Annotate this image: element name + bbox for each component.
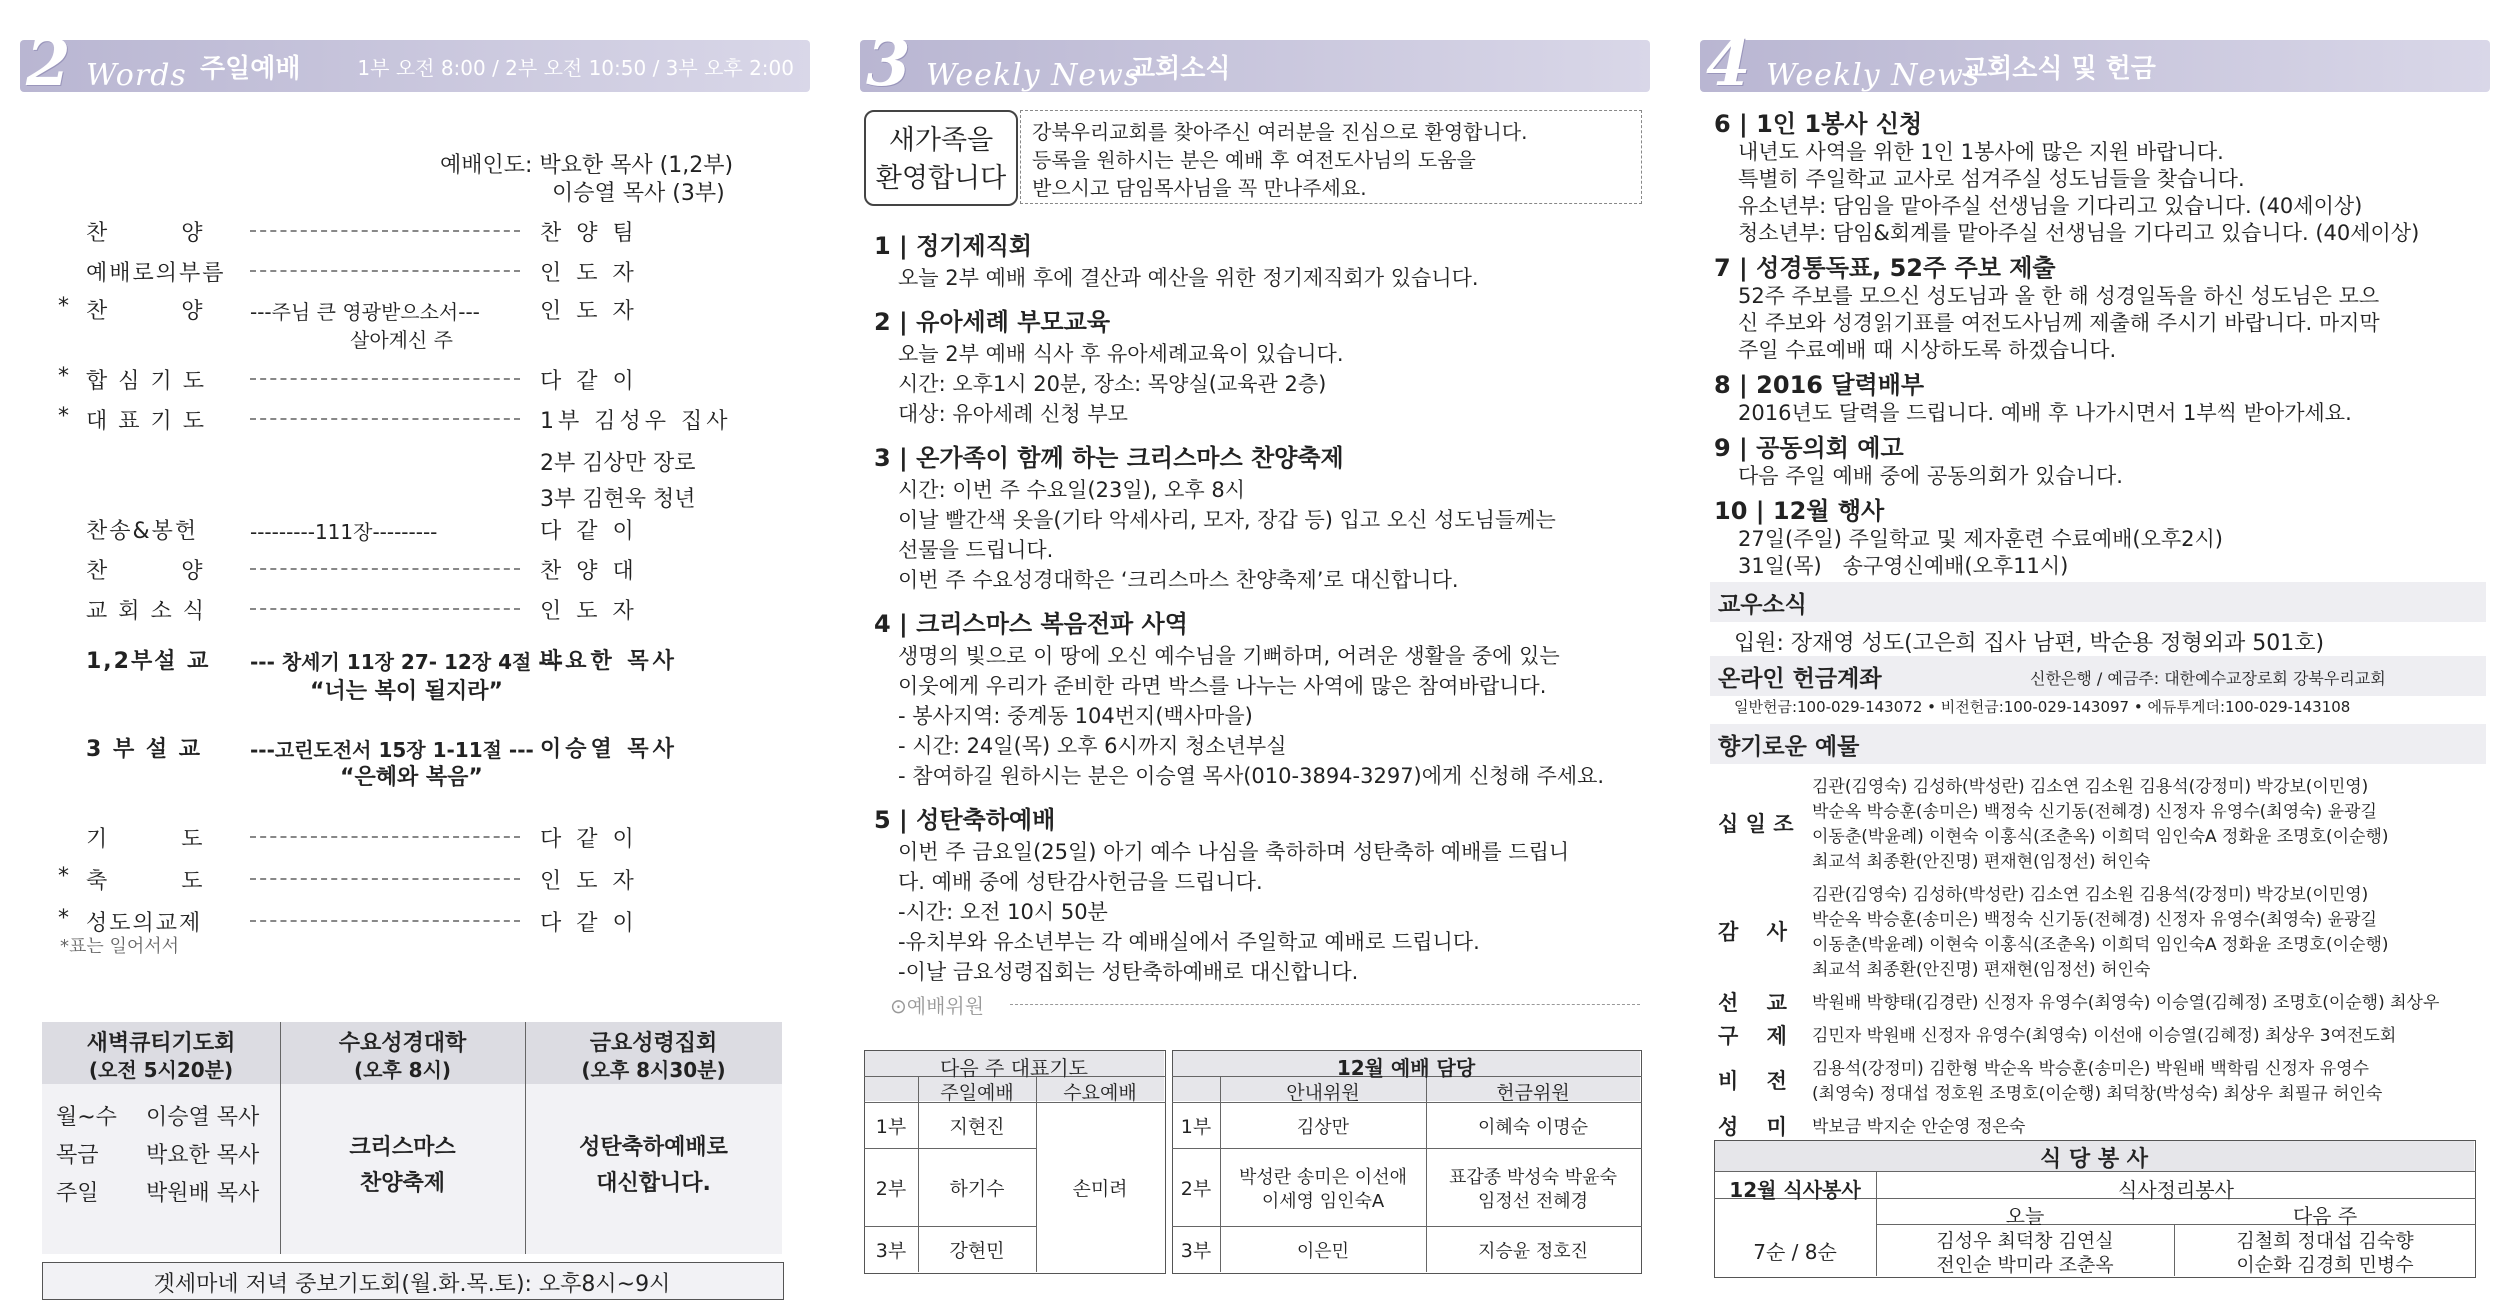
order-item-name: 합 심 기 도 — [86, 369, 206, 394]
news-line: 특별히 주일학교 교사로 섬겨주실 성도님들을 찾습니다. — [1738, 167, 2245, 191]
news-line: 선물을 드립니다. — [898, 538, 1054, 562]
dawn-leader: 박원배 목사 — [146, 1181, 260, 1206]
offering-names: 박보금 박지순 안순영 정은숙 — [1812, 1117, 2026, 1137]
fri-body-1: 성탄축하예배로 — [579, 1135, 728, 1160]
offering-names: 김용석(강정미) 김한형 박순옥 박승훈(송미은) 박원배 백학림 신정자 유영수 — [1812, 1059, 2370, 1079]
offering-label: 감 사 — [1718, 920, 1787, 944]
meal-today-names-2: 전인순 박미라 조춘옥 — [1936, 1254, 2114, 1276]
member-news-title: 교우소식 — [1718, 592, 1807, 618]
col-wednesday: 수요예배 — [1063, 1082, 1137, 1104]
offering-names: 최교석 최종환(안진명) 편재현(임정선) 허인숙 — [1812, 852, 2151, 872]
news-line: -이날 금요성령집회는 성탄축하예배로 대신합니다. — [898, 960, 1359, 984]
news-line: 이웃에게 우리가 준비한 라면 박스를 나누는 사역에 많은 참여바랍니다. — [898, 674, 1547, 698]
song-subtitle: 살아계신 주 — [350, 328, 453, 352]
meal-next-names-1: 김철희 정대섭 김숙향 — [2236, 1230, 2414, 1252]
panel-header — [860, 26, 1650, 101]
duty-offering: 이혜숙 이명순 — [1477, 1117, 1589, 1138]
order-item-leader: 다 같 이 — [540, 827, 638, 852]
order-item-leader: 다 같 이 — [540, 519, 638, 544]
news-line: 주일 수료예배 때 시상하도록 하겠습니다. — [1738, 338, 2117, 362]
meal-next: 다음 주 — [2292, 1204, 2358, 1228]
sermon3-title: “은혜와 복음” — [340, 765, 483, 790]
welcome-line2: 환영합니다 — [875, 163, 1007, 194]
news-heading: 3 | 온가족이 함께 하는 크리스마스 찬양축제 — [874, 444, 1344, 472]
page-number: 4 — [1706, 26, 1747, 101]
col-guide: 안내위원 — [1286, 1082, 1360, 1104]
welcome-line1: 새가족을 — [888, 125, 994, 156]
worship-leader-3: 이승열 목사 (3부) — [552, 181, 725, 206]
page-number: 2 — [26, 26, 67, 101]
order-mark: * — [58, 364, 69, 389]
offering-names: 이동춘(박윤례) 이현숙 이홍식(조춘옥) 이희덕 임인숙A 정화윤 조명호(이순행) — [1812, 827, 2389, 847]
welcome-line: 등록을 원하시는 분은 예배 후 여전도사님의 도움을 — [1032, 148, 1476, 172]
member-news-text: 입원: 장재영 성도(고은희 집사 남편, 박순용 정형외과 501호) — [1734, 631, 2325, 656]
offering-label: 선 교 — [1718, 990, 1787, 1015]
gethsemane-prayer: 겟세마네 저녁 중보기도회(월.화.목.토): 오후8시~9시 — [153, 1272, 671, 1297]
prayer-3: 3부 김현욱 청년 — [540, 487, 696, 512]
meal-today: 오늘 — [2005, 1204, 2045, 1228]
order-item-leader: 다 같 이 — [540, 369, 638, 394]
news-line: - 시간: 24일(목) 오후 6시까지 청소년부실 — [898, 734, 1287, 758]
order-item-leader: 찬 양 대 — [540, 559, 638, 584]
order-item-name: 축 도 — [86, 869, 205, 894]
dawn-leader: 이승열 목사 — [146, 1105, 260, 1130]
news-heading: 2 | 유아세례 부모교육 — [874, 308, 1111, 336]
meal-clean: 식사정리봉사 — [2118, 1178, 2234, 1202]
order-mark: * — [58, 906, 69, 931]
prayer-part: 3부 — [875, 1240, 907, 1262]
offering-names: 박순옥 박승훈(송미은) 백정숙 신기동(전혜경) 신정자 유영수(최영숙) 윤광길 — [1812, 802, 2377, 822]
offering-label: 구 제 — [1718, 1023, 1787, 1048]
news-line: 청소년부: 담임&회계를 맡아주실 선생님을 기다리고 있습니다. (40세이상) — [1738, 221, 2420, 245]
duty-offering: 표갑종 박성숙 박윤숙 — [1449, 1167, 1617, 1188]
panel-news-offering — [1700, 26, 2490, 1300]
news-line: 2016년도 달력을 드립니다. 예배 후 나가시면서 1부씩 받아가세요. — [1738, 401, 2352, 425]
news-heading: 8 | 2016 달력배부 — [1714, 371, 1925, 399]
order-item-name: 대 표 기 도 — [86, 409, 206, 434]
order-item-name: 3 부 설 교 — [86, 737, 203, 762]
prayer-2: 2부 김상만 장로 — [540, 451, 696, 476]
meal-today-names-1: 김성우 최덕창 김연실 — [1936, 1230, 2114, 1252]
offering-label: 성 미 — [1718, 1114, 1787, 1139]
offering-names: 김관(김영숙) 김성하(박성란) 김소연 김소원 김용석(강정미) 박강보(이민영) — [1812, 885, 2369, 905]
order-mark: * — [58, 404, 69, 429]
order-item-leader: 다 같 이 — [540, 911, 638, 936]
bank-info: 신한은행 / 예금주: 대한예수교장로회 강북우리교회 — [2030, 669, 2386, 688]
order-item-leader: 1부 김성우 집사 — [540, 409, 732, 434]
offering-names: (최영숙) 정대섭 정호원 조명호(이순행) 최덕창(박성숙) 최상우 최필규 허인숙 — [1812, 1084, 2383, 1104]
news-line: 신 주보와 성경읽기표를 여전도사님께 제출해 주시기 바랍니다. 마지막 — [1738, 311, 2380, 335]
prayer-part: 2부 — [875, 1178, 907, 1200]
news-line: 오늘 2부 예배 식사 후 유아세례교육이 있습니다. — [898, 342, 1344, 366]
welcome-line: 강북우리교회를 찾아주신 여러분을 진심으로 환영합니다. — [1032, 120, 1528, 144]
offering-names: 최교석 최종환(안진명) 편재현(임정선) 허인숙 — [1812, 960, 2151, 980]
wed-body-1: 크리스마스 — [349, 1135, 456, 1160]
header-word: Weekly News — [926, 58, 1141, 93]
service-times: 1부 오전 8:00 / 2부 오전 10:50 / 3부 오후 2:00 — [357, 56, 794, 80]
fri-body-2: 대신합니다. — [596, 1171, 711, 1196]
news-line: 31일(목) 송구영신예배(오후11시) — [1738, 554, 2069, 578]
sermon1-title: “너는 복이 될지라” — [310, 679, 504, 704]
meal-title: 식 당 봉 사 — [2040, 1147, 2148, 1172]
circle-icon: ⊙ — [890, 994, 907, 1018]
panel-worship-order — [20, 26, 810, 1300]
panel-header — [20, 26, 810, 101]
fri-title: 금요성령집회 — [589, 1031, 718, 1056]
order-item-name: 성도의교제 — [86, 911, 203, 936]
news-line: - 봉사지역: 중계동 104번지(백사마을) — [898, 704, 1253, 728]
worship-committee-label: ⊙예배위원 — [890, 994, 985, 1018]
news-heading: 6 | 1인 1봉사 신청 — [1714, 110, 1923, 138]
wed-title: 수요성경대학 — [338, 1031, 467, 1056]
news-line: 27일(주일) 주일학교 및 제자훈련 수료예배(오후2시) — [1738, 527, 2223, 551]
order-item-name: 기 도 — [86, 827, 205, 852]
order-mark: * — [58, 294, 69, 319]
prayer-part: 1부 — [875, 1116, 907, 1138]
offering-names: 김민자 박원배 신정자 유영수(최영숙) 이선애 이승열(김혜정) 최상우 3여전도회 — [1812, 1026, 2397, 1046]
duty-guide: 이세영 임인숙A — [1261, 1191, 1385, 1212]
news-line: 시간: 오후1시 20분, 장소: 목양실(교육관 2층) — [898, 372, 1327, 396]
dawn-title: 새벽큐티기도회 — [86, 1031, 236, 1056]
fri-time: (오후 8시30분) — [581, 1058, 726, 1082]
offering-title: 향기로운 예물 — [1718, 734, 1860, 760]
wednesday-prayer: 손미려 — [1072, 1178, 1128, 1200]
dawn-time: (오전 5시20분) — [88, 1058, 234, 1082]
order-item-leader: 찬 양 팀 — [540, 221, 638, 246]
duty-guide: 김상만 — [1296, 1117, 1350, 1138]
order-item-detail: ---------111장--------- — [250, 520, 438, 544]
news-line: -시간: 오전 10시 50분 — [898, 900, 1108, 924]
news-line: 이번 주 수요성경대학은 ‘크리스마스 찬양축제’로 대신합니다. — [898, 568, 1459, 592]
order-item-leader: 인 도 자 — [540, 869, 638, 894]
news-line: - 참여하길 원하시는 분은 이승열 목사(010-3894-3297)에게 신청해 주세요. — [898, 764, 1605, 788]
order-item-name: 찬 양 — [86, 221, 205, 246]
duty-offering: 지승윤 정호진 — [1477, 1241, 1589, 1262]
news-line: 내년도 사역을 위한 1인 1봉사에 많은 지원 바랍니다. — [1738, 140, 2224, 164]
order-item-name: 찬송&봉헌 — [86, 519, 199, 544]
offering-names: 이동춘(박윤례) 이현숙 이홍식(조춘옥) 이희덕 임인숙A 정화윤 조명호(이순행) — [1812, 935, 2389, 955]
news-line: 이날 빨간색 옷을(기타 악세사리, 모자, 장갑 등) 입고 오신 성도님들께는 — [898, 508, 1556, 532]
news-line: 생명의 빛으로 이 땅에 오신 예수님을 기뻐하며, 어려운 생활을 중에 있는 — [898, 644, 1560, 668]
panel-weekly-news — [860, 26, 1650, 1300]
news-heading: 1 | 정기제직회 — [874, 232, 1033, 260]
news-line: 유소년부: 담임을 맡아주실 선생님을 기다리고 있습니다. (40세이상) — [1738, 194, 2363, 218]
offering-names: 박순옥 박승훈(송미은) 백정숙 신기동(전혜경) 신정자 유영수(최영숙) 윤광길 — [1812, 910, 2377, 930]
duty-part: 1부 — [1180, 1116, 1212, 1138]
online-offering-title: 온라인 헌금계좌 — [1718, 666, 1882, 692]
dawn-day: 주일 — [56, 1181, 99, 1206]
duty-guide: 박성란 송미은 이선애 — [1239, 1167, 1407, 1188]
news-heading: 10 | 12월 행사 — [1714, 497, 1885, 525]
header-title: 교회소식 — [1130, 54, 1231, 84]
offering-label: 비 전 — [1718, 1069, 1787, 1093]
duty-part: 2부 — [1180, 1178, 1212, 1200]
col-sunday: 주일예배 — [940, 1082, 1014, 1104]
header-word: Words — [86, 58, 187, 93]
news-line: 오늘 2부 예배 후에 결산과 예산을 위한 정기제직회가 있습니다. — [898, 266, 1479, 290]
order-item-detail: ---고린도전서 15장 1-11절 --- — [250, 738, 534, 762]
news-line: -유치부와 유소년부는 각 예배실에서 주일학교 예배로 드립니다. — [898, 930, 1480, 954]
meal-next-names-2: 이순화 김경희 민병수 — [2236, 1254, 2414, 1276]
order-mark: * — [58, 864, 69, 889]
news-line: 다. 예배 중에 성탄감사헌금을 드립니다. — [898, 870, 1263, 894]
order-item-leader: 인 도 자 — [540, 599, 638, 624]
prayer-name: 지현진 — [949, 1116, 1005, 1138]
news-line: 이번 주 금요일(25일) 아기 예수 나심을 축하하며 성탄축하 예배를 드립니 — [898, 840, 1570, 864]
order-item-detail: ---주님 큰 영광받으소서--- — [250, 300, 480, 324]
stand-note: *표는 일어서서 — [60, 936, 180, 957]
order-item-name: 1,2부설 교 — [86, 649, 211, 674]
news-line: 다음 주일 예배 중에 공동의회가 있습니다. — [1738, 464, 2123, 488]
panel-header — [1700, 26, 2490, 101]
news-heading: 7 | 성경통독표, 52주 주보 제출 — [1714, 254, 2056, 282]
order-item-name: 교 회 소 식 — [86, 599, 206, 624]
meal-count: 7순 / 8순 — [1753, 1240, 1837, 1264]
order-item-name: 찬 양 — [86, 299, 205, 324]
duty-offering: 임정선 전혜경 — [1477, 1191, 1589, 1212]
news-line: 52주 주보를 모으신 성도님과 올 한 해 성경일독을 하신 성도님은 모으 — [1738, 284, 2380, 308]
order-item-leader: 인 도 자 — [540, 261, 638, 286]
order-item-leader: 이승열 목사 — [540, 737, 678, 762]
prayer-name: 하기수 — [949, 1178, 1005, 1200]
wed-body-2: 찬양축제 — [359, 1171, 445, 1196]
dawn-leader: 박요한 목사 — [146, 1143, 260, 1168]
news-line: 시간: 이번 주 수요일(23일), 오후 8시 — [898, 478, 1246, 502]
news-heading: 5 | 성탄축하예배 — [874, 806, 1056, 834]
col-offering: 헌금위원 — [1496, 1082, 1570, 1104]
offering-label: 십 일 조 — [1718, 812, 1794, 836]
page-number: 3 — [866, 26, 907, 101]
order-item-name: 예배로의부름 — [86, 261, 226, 286]
header-word: Weekly News — [1766, 58, 1981, 93]
welcome-line: 받으시고 담임목사님을 꼭 만나주세요. — [1032, 176, 1367, 200]
order-item-leader: 인 도 자 — [540, 299, 638, 324]
wed-time: (오후 8시) — [353, 1058, 452, 1082]
duty-part: 3부 — [1180, 1240, 1212, 1262]
worship-leader: 예배인도: 박요한 목사 (1,2부) — [440, 153, 734, 178]
duty-table-title: 12월 예배 담당 — [1336, 1056, 1476, 1080]
dawn-day: 월~수 — [56, 1105, 117, 1130]
news-line: 대상: 유아세례 신청 부모 — [898, 402, 1128, 426]
offering-names: 박원배 박향태(김경란) 신정자 유영수(최영숙) 이승열(김혜정) 조명호(이순행) 최상우 — [1812, 993, 2440, 1013]
header-title: 교회소식 및 헌금 — [1962, 54, 2156, 84]
news-heading: 4 | 크리스마스 복음전파 사역 — [874, 610, 1188, 638]
meal-month: 12월 식사봉사 — [1729, 1178, 1861, 1202]
prayer-table-title: 다음 주 대표기도 — [940, 1056, 1088, 1080]
order-item-name: 찬 양 — [86, 559, 205, 584]
dawn-day: 목금 — [56, 1143, 99, 1168]
prayer-name: 강현민 — [949, 1240, 1005, 1262]
bank-accounts: 일반헌금:100-029-143072 • 비전헌금:100-029-143097 • 에듀투게더:100-029-143108 — [1734, 698, 2351, 716]
order-item-leader: 박요한 목사 — [540, 649, 678, 674]
duty-guide: 이은민 — [1296, 1241, 1350, 1262]
offering-names: 김관(김영숙) 김성하(박성란) 김소연 김소원 김용석(강정미) 박강보(이민영) — [1812, 777, 2369, 797]
news-heading: 9 | 공동의회 예고 — [1714, 434, 1904, 462]
header-title: 주일예배 — [200, 54, 301, 84]
order-item-detail: --- 창세기 11장 27- 12장 4절 --- — [250, 650, 564, 674]
